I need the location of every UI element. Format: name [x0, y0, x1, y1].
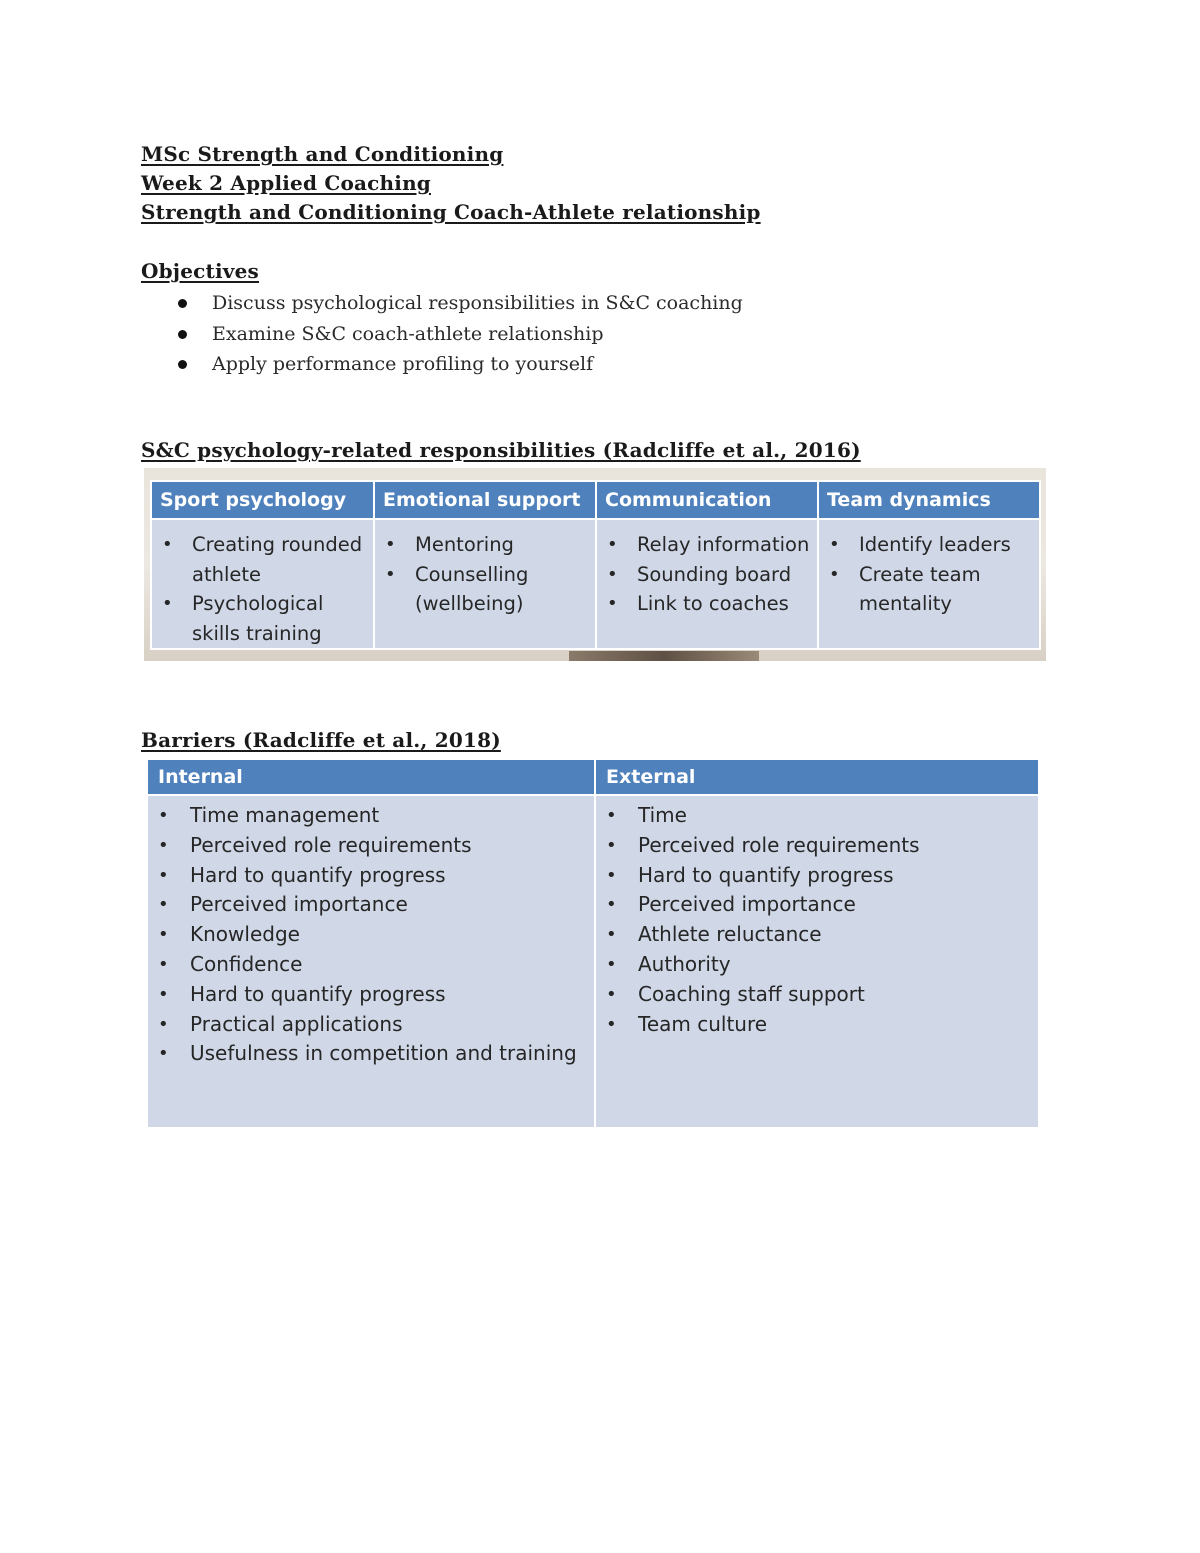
list-item: • Time	[602, 801, 1032, 831]
barriers-heading: Barriers (Radcliffe et al., 2018)	[141, 728, 501, 752]
list-item: • Usefulness in competition and training	[154, 1039, 588, 1069]
column-header: Sport psychology	[151, 481, 374, 519]
list-item: • Perceived importance	[602, 890, 1032, 920]
week-title: Week 2 Applied Coaching	[141, 171, 431, 195]
list-item: • Counselling (wellbeing)	[381, 560, 589, 619]
table-cell	[147, 795, 595, 1128]
list-item: • Athlete reluctance	[602, 920, 1032, 950]
list-item: • Sounding board	[603, 560, 811, 590]
list-item: • Team culture	[602, 1010, 1032, 1040]
objectives-heading: Objectives	[141, 259, 259, 283]
list-item: • Practical applications	[154, 1010, 588, 1040]
list-item: • Psychological skills training	[158, 589, 367, 648]
list-item: • Perceived role requirements	[154, 831, 588, 861]
list-item: • Hard to quantify progress	[154, 980, 588, 1010]
topic-title: Strength and Conditioning Coach-Athlete relationship	[141, 200, 761, 224]
list-item: • Mentoring	[381, 530, 589, 560]
table-cell	[595, 795, 1039, 1128]
objective-item: Examine S&C coach-athlete relationship	[172, 319, 743, 350]
list-item: • Perceived importance	[154, 890, 588, 920]
list-item: • Perceived role requirements	[602, 831, 1032, 861]
column-header: Team dynamics	[818, 481, 1040, 519]
list-item: • Relay information	[603, 530, 811, 560]
responsibilities-table	[150, 480, 1041, 650]
table-header-row	[151, 481, 1040, 519]
objective-item: Discuss psychological responsibilities in S&C coaching	[172, 288, 743, 319]
list-item: • Coaching staff support	[602, 980, 1032, 1010]
list-item: • Create team mentality	[825, 560, 1033, 619]
table-row	[151, 519, 1040, 649]
table-row	[147, 795, 1039, 1128]
responsibilities-heading: S&C psychology-related responsibilities (Radcliffe et al., 2016)	[141, 438, 861, 462]
table-cell	[374, 519, 596, 649]
objectives-list	[172, 288, 743, 380]
column-header: Internal	[147, 759, 595, 795]
list-item: • Hard to quantify progress	[154, 861, 588, 891]
list-item: • Identify leaders	[825, 530, 1033, 560]
list-item: • Authority	[602, 950, 1032, 980]
column-header: External	[595, 759, 1039, 795]
objective-item: Apply performance profiling to yourself	[172, 349, 743, 380]
table-header-row	[147, 759, 1039, 795]
list-item: • Hard to quantify progress	[602, 861, 1032, 891]
column-header: Emotional support	[374, 481, 596, 519]
column-header: Communication	[596, 481, 818, 519]
table-cell	[596, 519, 818, 649]
list-item: • Time management	[154, 801, 588, 831]
list-item: • Confidence	[154, 950, 588, 980]
slide-photo-fragment	[569, 651, 759, 661]
table-cell	[818, 519, 1040, 649]
list-item: • Knowledge	[154, 920, 588, 950]
list-item: • Creating rounded athlete	[158, 530, 367, 589]
barriers-table	[146, 758, 1040, 1129]
list-item: • Link to coaches	[603, 589, 811, 619]
course-title: MSc Strength and Conditioning	[141, 142, 504, 166]
table-cell	[151, 519, 374, 649]
